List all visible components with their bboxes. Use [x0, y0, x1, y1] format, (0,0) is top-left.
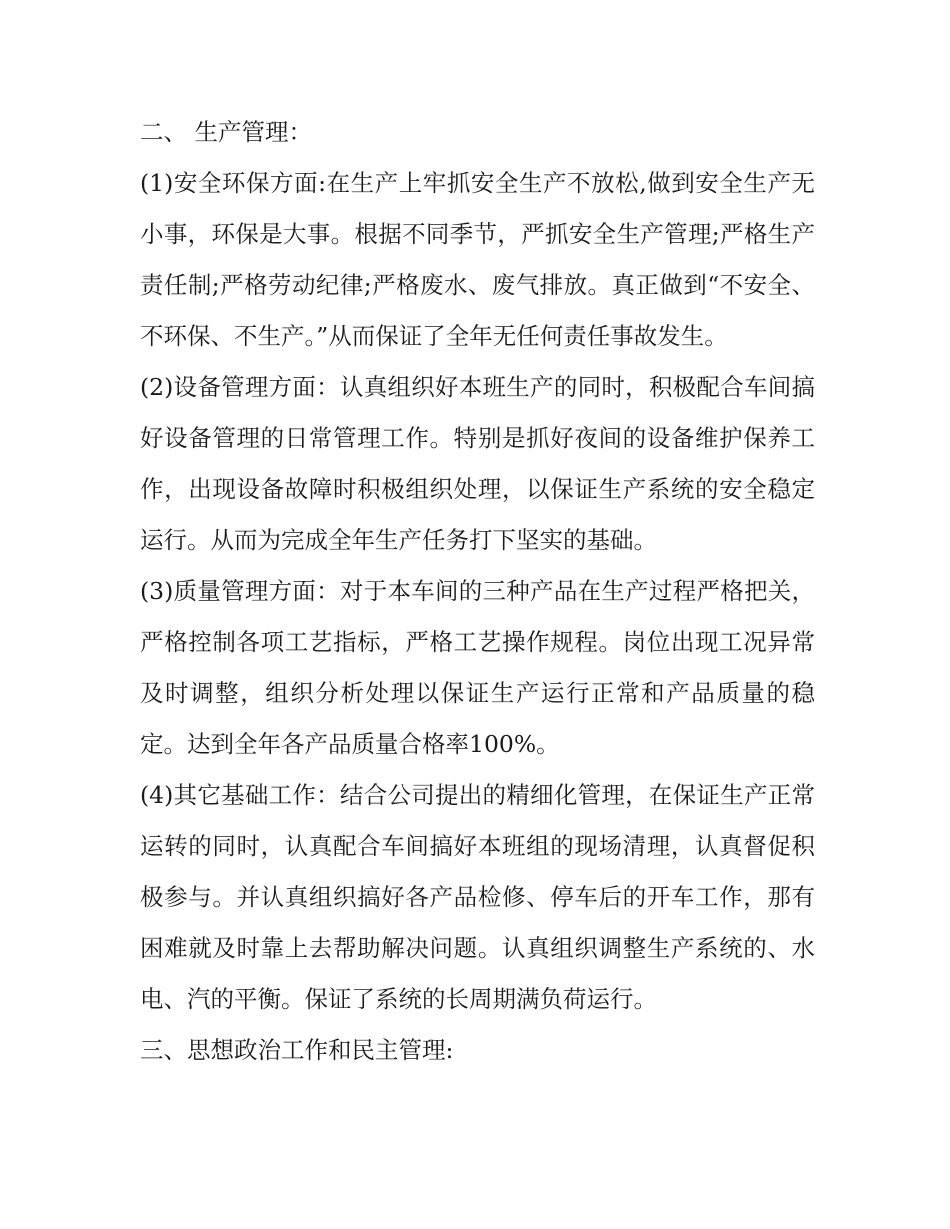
paragraph-other-basic-work: (4)其它基础工作：结合公司提出的精细化管理，在保证生产正常运转的同时，认真配合车间搞好本班组的现场清理，认真督促积极参与。并认真组织搞好各产品检修、停车后的开车工作，那有困难就及时靠上去帮助解决问题。认真组织调整生产系统的、水电、汽的平衡。保证了系统的长周期满负荷运行。	[140, 781, 815, 1013]
section-heading-political-work: 三、思想政治工作和民主管理:	[140, 1036, 454, 1064]
paragraph-safety-environment: (1)安全环保方面:在生产上牢抓安全生产不放松,做到安全生产无小事，环保是大事。根据不同季节，严抓安全生产管理;严格生产责任制;严格劳动纪律;严格废水、废气排放。真正做到“不安全、不环保、不生产。”从而保证了全年无任何责任事故发生。	[140, 169, 815, 350]
paragraph-equipment-management: (2)设备管理方面：认真组织好本班生产的同时，积极配合车间搞好设备管理的日常管理工作。特别是抓好夜间的设备维护保养工作，出现设备故障时积极组织处理，以保证生产系统的安全稳定运行。从而为完成全年生产任务打下坚实的基础。	[140, 373, 815, 554]
document-body	[140, 107, 815, 1076]
section-heading-production: 二、 生产管理：	[140, 118, 312, 146]
paragraph-quality-management: (3)质量管理方面：对于本车间的三种产品在生产过程严格把关，严格控制各项工艺指标，严格工艺操作规程。岗位出现工况异常及时调整，组织分析处理以保证生产运行正常和产品质量的稳定。达到全年各产品质量合格率100%。	[140, 577, 815, 758]
